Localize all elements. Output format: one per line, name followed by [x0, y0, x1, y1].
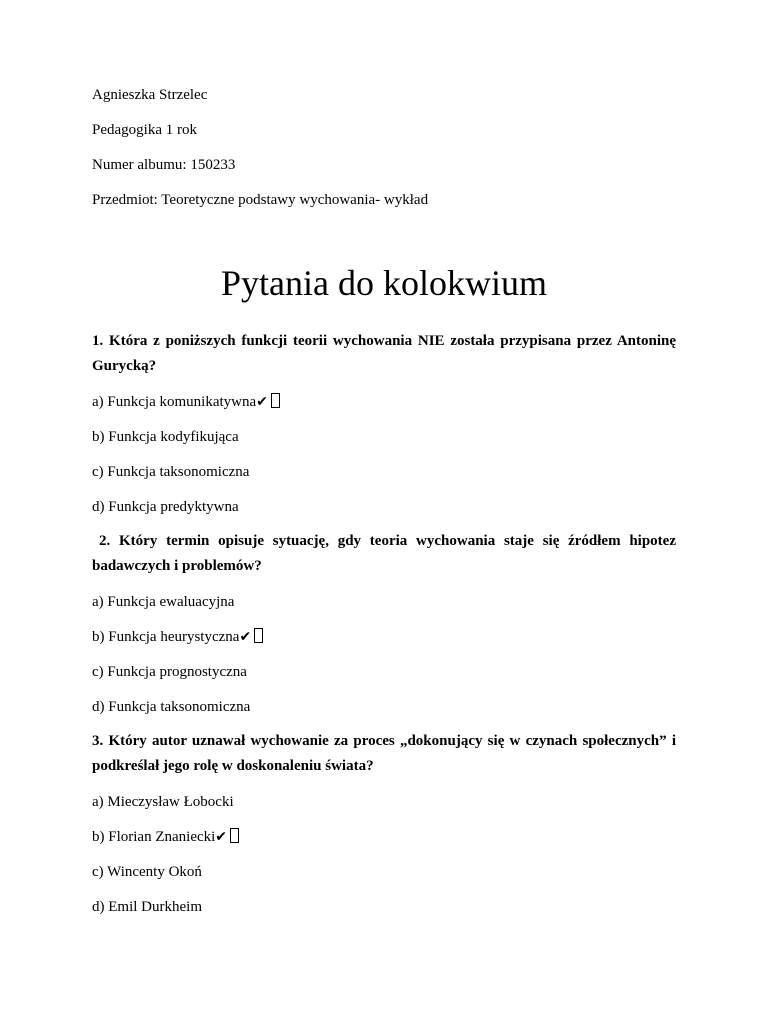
answer-3b-text: b) Florian Znaniecki: [92, 829, 216, 845]
page-title: Pytania do kolokwium: [221, 263, 547, 303]
question-1: [92, 329, 676, 379]
study-program: Pedagogika 1 rok: [92, 122, 197, 138]
question-1-line-2: Gurycką?: [92, 358, 157, 374]
author-name: Agnieszka Strzelec: [92, 87, 208, 103]
checkbox-icon: [271, 393, 280, 408]
answer-1d: d) Funkcja predyktywna: [92, 499, 239, 515]
answer-2b-text: b) Funkcja heurystyczna: [92, 629, 240, 645]
question-1-line-1: 1. Która z poniższych funkcji teorii wychowania NIE została przypisana przez Antoninę: [92, 333, 676, 349]
answer-2c: c) Funkcja prognostyczna: [92, 664, 247, 680]
answer-1b: b) Funkcja kodyfikująca: [92, 429, 239, 445]
subject-line: Przedmiot: Teoretyczne podstawy wychowania- wykład: [92, 192, 429, 208]
answer-3b: [92, 828, 239, 846]
question-3-line-1: 3. Który autor uznawał wychowanie za proces „dokonujący się w czynach społecznych” i: [92, 733, 676, 749]
answer-3d: d) Emil Durkheim: [92, 899, 202, 915]
question-2-line-2: badawczych i problemów?: [92, 558, 262, 574]
answer-2d: d) Funkcja taksonomiczna: [92, 699, 251, 715]
question-2-line-1: 2. Który termin opisuje sytuację, gdy teoria wychowania staje się źródłem hipotez: [99, 533, 676, 549]
checkbox-icon: [254, 628, 263, 643]
answer-2b: [92, 628, 263, 646]
check-mark-icon: ✔: [256, 394, 268, 410]
answer-1a-text: a) Funkcja komunikatywna: [92, 394, 257, 410]
answer-3c: c) Wincenty Okoń: [92, 864, 202, 880]
answer-3a: a) Mieczysław Łobocki: [92, 794, 234, 810]
answer-1c: c) Funkcja taksonomiczna: [92, 464, 250, 480]
checkbox-icon: [230, 828, 239, 843]
check-mark-icon: ✔: [215, 829, 228, 845]
question-2: [99, 529, 676, 554]
question-2-cont: [92, 554, 676, 579]
check-mark-icon: ✔: [239, 629, 252, 645]
answer-2a: a) Funkcja ewaluacyjna: [92, 594, 235, 610]
album-number: Numer albumu: 150233: [92, 157, 236, 173]
answer-1a: [92, 393, 280, 411]
question-3-line-2: podkreślał jego rolę w doskonaleniu świata?: [92, 758, 374, 774]
question-3: [92, 729, 676, 779]
